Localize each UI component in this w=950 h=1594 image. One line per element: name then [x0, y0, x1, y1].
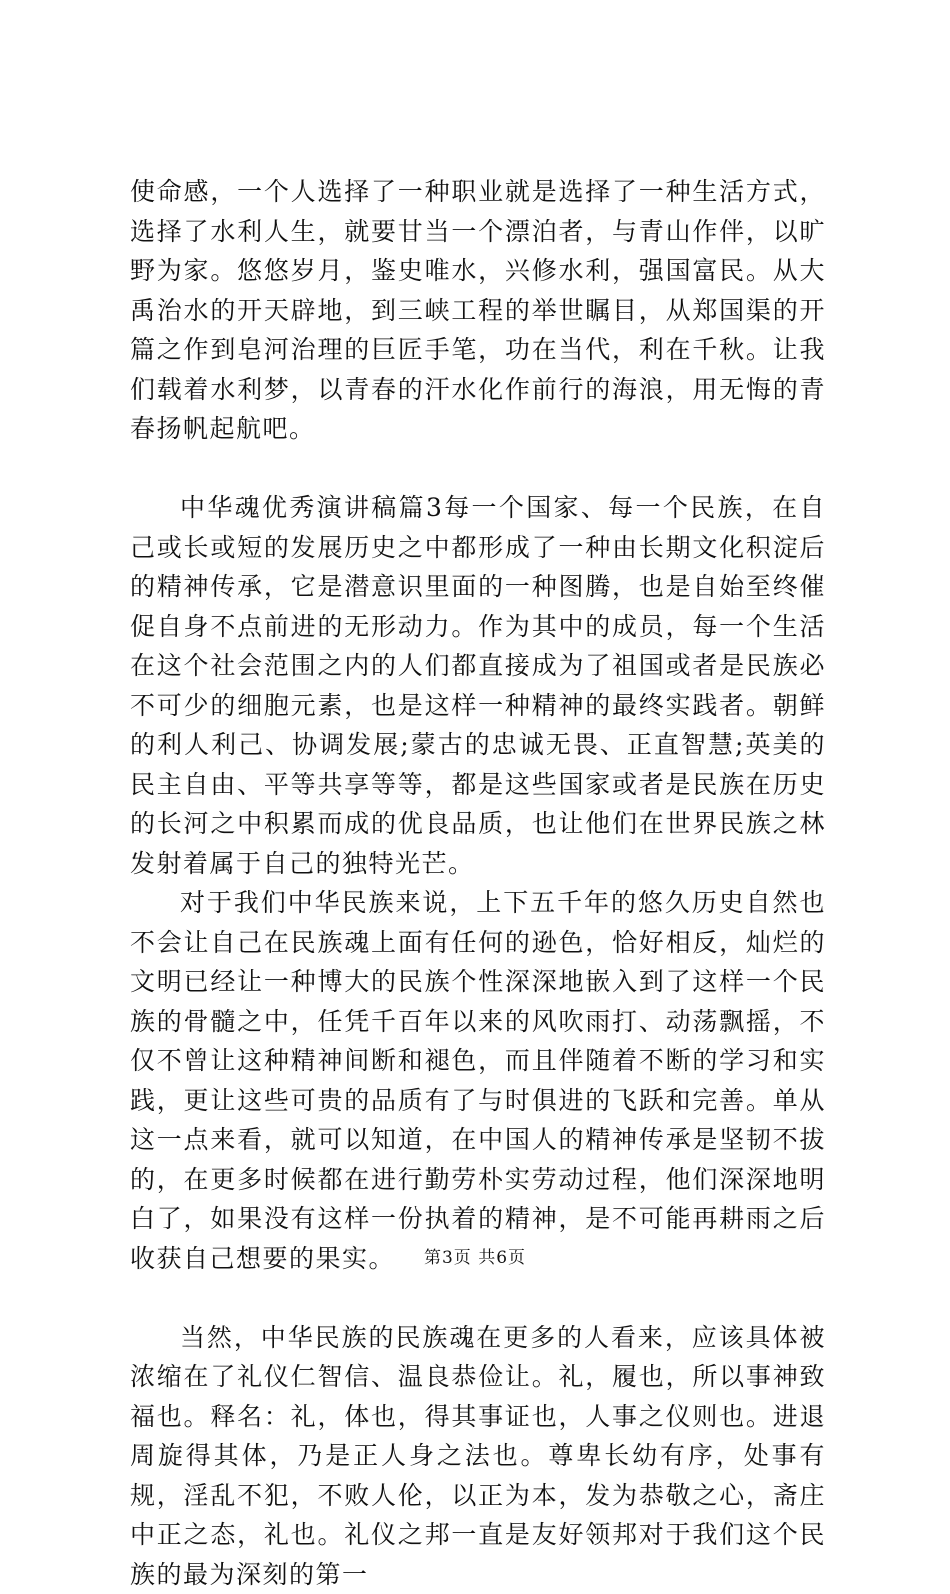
document-body [130, 172, 826, 1594]
paragraph-etiquette: 当然，中华民族的民族魂在更多的人看来，应该具体被浓缩在了礼仪仁智信、温良恭俭让。礼，履也，所以事神致福也。释名：礼，体也，得其事证也，人事之仪则也。进退周旋得其体，乃是正人身之法也。尊卑长幼有序，处事有规，淫乱不犯，不败人伦，以正为本，发为恭敬之心，斋庄中正之态，礼也。礼仪之邦一直是友好领邦对于我们这个民族的最为深刻的第一 [130, 1318, 826, 1594]
page-footer: 第3页 共6页 [0, 1243, 950, 1268]
paragraph-water-conservancy: 使命感，一个人选择了一种职业就是选择了一种生活方式，选择了水利人生，就要甘当一个漂泊者，与青山作伴，以旷野为家。悠悠岁月，鉴史唯水，兴修水利，强国富民。从大禹治水的开天辟地，到三峡工程的举世瞩目，从郑国渠的开篇之作到皂河治理的巨匠手笔，功在当代，利在千秋。让我们载着水利梦，以青春的汗水化作前行的海浪，用无悔的青春扬帆起航吧。 [130, 172, 826, 449]
paragraph-chinese-nation: 对于我们中华民族来说，上下五千年的悠久历史自然也不会让自己在民族魂上面有任何的逊色，恰好相反，灿烂的文明已经让一种博大的民族个性深深地嵌入到了这样一个民族的骨髓之中，任凭千百年以来的风吹雨打、动荡飘摇，不仅不曾让这种精神间断和褪色，而且伴随着不断的学习和实践，更让这些可贵的品质有了与时俱进的飞跃和完善。单从这一点来看，就可以知道，在中国人的精神传承是坚韧不拔的，在更多时候都在进行勤劳朴实劳动过程，他们深深地明白了，如果没有这样一份执着的精神，是不可能再耕雨之后收获自己想要的果实。 [130, 883, 826, 1278]
paragraph-speech-heading: 中华魂优秀演讲稿篇3每一个国家、每一个民族，在自己或长或短的发展历史之中都形成了一种由长期文化积淀后的精神传承，它是潜意识里面的一种图腾，也是自始至终催促自身不点前进的无形动力。作为其中的成员，每一个生活在这个社会范围之内的人们都直接成为了祖国或者是民族必不可少的细胞元素，也是这样一种精神的最终实践者。朝鲜的利人利己、协调发展;蒙古的忠诚无畏、正直智慧;英美的民主自由、平等共享等等，都是这些国家或者是民族在历史的长河之中积累而成的优良品质，也让他们在世界民族之林发射着属于自己的独特光芒。 [130, 488, 826, 883]
